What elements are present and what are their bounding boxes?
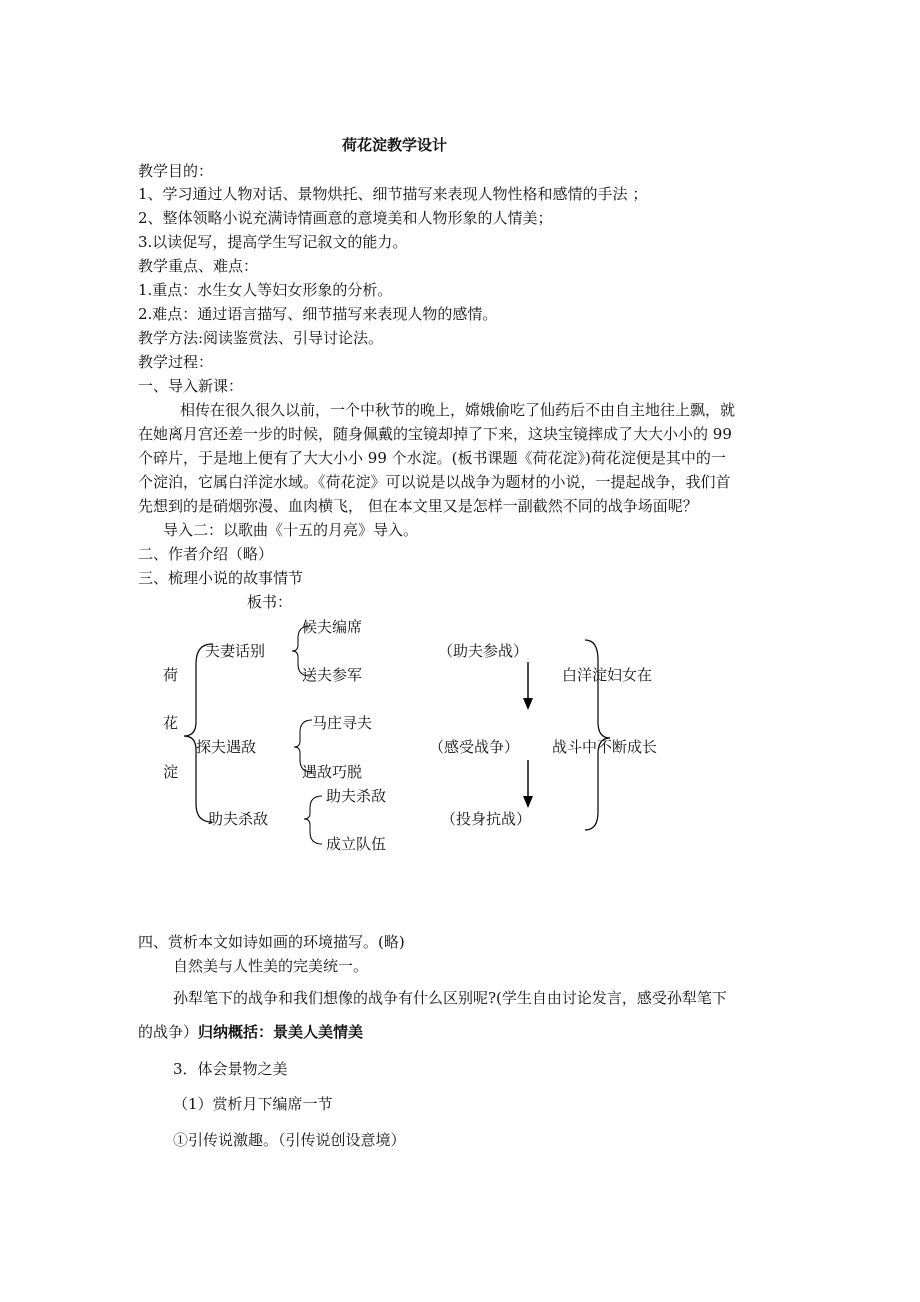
intro-line-5: 先想到的是硝烟弥漫、血肉横飞， 但在本文里又是怎样一副截然不同的战争场面呢？ (138, 497, 698, 515)
intro-2: 导入二：以歌曲《十五的月亮》导入。 (163, 521, 419, 539)
question-line-2-text: 的战争） (138, 1023, 199, 1041)
conclusion-line-1: 白洋淀妇女在 (562, 666, 653, 684)
section-1-heading: 一、导入新课： (138, 377, 244, 395)
root-char-1: 荷 (163, 666, 179, 684)
process-heading: 教学过程： (138, 353, 214, 371)
group-1-item-2: 送夫参军 (302, 666, 363, 684)
objective-1: 1、学习通过人物对话、景物烘托、细节描写来表现人物性格和感情的手法 ； (138, 185, 648, 203)
objective-2: 2、整体领略小说充满诗情画意的意境美和人物形象的人情美； (138, 209, 553, 227)
key-point-1: 1.重点：水生女人等妇女形象的分析。 (138, 281, 393, 299)
group-3-item-1: 助夫杀敌 (326, 787, 387, 805)
group-2-item-2: 遇敌巧脱 (302, 763, 363, 781)
arrow-1-head (523, 698, 533, 710)
key-heading: 教学重点、难点： (138, 257, 259, 275)
item-3: 3．体会景物之美 (173, 1060, 288, 1078)
page-title: 荷花淀教学设计 (342, 136, 448, 154)
group-1-stage: （助夫参战） (438, 642, 529, 660)
nature-line: 自然美与人性美的完美统一。 (173, 957, 369, 975)
section-4-heading: 四、赏析本文如诗如画的环境描写。(略) (138, 933, 405, 951)
question-line-2 (138, 1022, 363, 1042)
arrow-2-head (523, 796, 533, 808)
objectives-heading: 教学目的： (138, 162, 214, 180)
teaching-method: 教学方法:阅读鉴赏法、引导讨论法。 (138, 329, 384, 347)
group-2-item-1: 马庄寻夫 (312, 714, 373, 732)
summary-bold: 归纳概括：景美人美情美 (198, 1023, 364, 1041)
group-1-name: 夫妻话别 (205, 642, 266, 660)
conclusion-line-2: 战斗中不断成长 (552, 738, 658, 756)
group-1-item-1: 候夫编席 (302, 618, 363, 636)
group-3-brace (304, 796, 322, 844)
board-label: 板书： (247, 593, 293, 611)
root-brace (184, 644, 212, 822)
section-3-heading: 三、梳理小说的故事情节 (138, 569, 304, 587)
group-3-item-2: 成立队伍 (326, 835, 387, 853)
root-char-2: 花 (163, 714, 179, 732)
intro-line-2: 在她离月宫还差一步的时候，随身佩戴的宝镜却掉了下来，这块宝镜摔成了大大小小的 99 (138, 425, 732, 443)
objective-3: 3.以读促写，提高学生写记叙文的能力。 (138, 233, 408, 251)
item-3-1: （1）赏析月下编席一节 (173, 1095, 333, 1113)
intro-line-1: 相传在很久很久以前，一个中秋节的晚上，嫦娥偷吃了仙药后不由自主地往上飘，就 (180, 401, 736, 419)
key-point-2: 2.难点：通过语言描写、细节描写来表现人物的感情。 (138, 305, 498, 323)
intro-line-3: 个碎片，于是地上便有了大大小小 99 个水淀。(板书课题《荷花淀》)荷花淀便是其中的一 (138, 449, 726, 467)
intro-line-4: 个淀泊，它属白洋淀水域。《荷花淀》可以说是以战争为题材的小说，一提起战争，我们首 (138, 473, 731, 491)
group-3-stage: （投身抗战） (441, 810, 532, 828)
question-line-1: 孙犁笔下的战争和我们想像的战争有什么区别呢?(学生自由讨论发言，感受孙犁笔下 (173, 989, 727, 1007)
group-2-stage: （感受战争） (429, 738, 520, 756)
root-char-3: 淀 (163, 763, 179, 781)
group-2-name: 探夫遇敌 (196, 738, 257, 756)
item-3-1-a: ①引传说激趣。（引传说创设意境） (173, 1131, 406, 1149)
section-2-heading: 二、作者介绍（略） (138, 545, 274, 563)
group-3-name: 助夫杀敌 (208, 810, 269, 828)
